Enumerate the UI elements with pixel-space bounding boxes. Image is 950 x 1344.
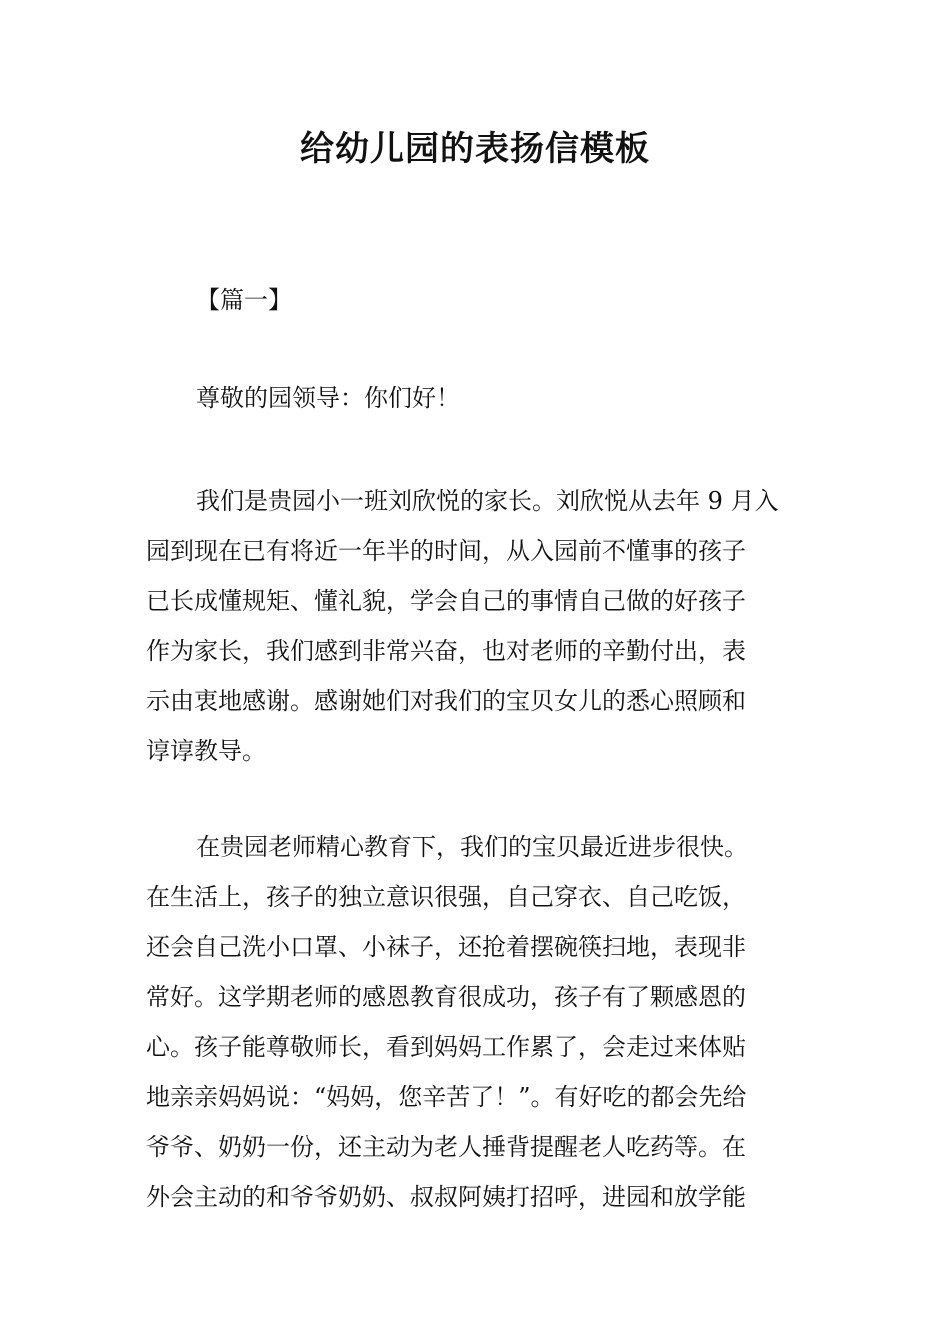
salutation: 尊敬的园领导：你们好！: [196, 384, 460, 412]
paragraph-line: 常好。这学期老师的感恩教育很成功，孩子有了颗感恩的: [146, 983, 746, 1011]
paragraph-line: 已长成懂规矩、懂礼貌，学会自己的事情自己做的好孩子: [146, 587, 746, 615]
paragraph-2: [146, 822, 806, 1222]
paragraph-line: 我们是贵园小一班刘欣悦的家长。刘欣悦从去年 9 月入: [196, 487, 779, 515]
paragraph-line: 园到现在已有将近一年半的时间，从入园前不懂事的孩子: [146, 537, 746, 565]
paragraph-1: [146, 476, 806, 776]
paragraph-line: 地亲亲妈妈说：“妈妈，您辛苦了！”。有好吃的都会先给: [146, 1083, 747, 1111]
paragraph-line: 作为家长，我们感到非常兴奋，也对老师的辛勤付出，表: [146, 637, 746, 665]
paragraph-line: 心。孩子能尊敬师长，看到妈妈工作累了，会走过来体贴: [146, 1033, 746, 1061]
paragraph-line: 外会主动的和爷爷奶奶、叔叔阿姨打招呼，进园和放学能: [146, 1183, 746, 1211]
document-title: 给幼儿园的表扬信模板: [300, 129, 650, 169]
paragraph-line: 谆谆教导。: [146, 737, 266, 765]
paragraph-line: 在生活上，孩子的独立意识很强，自己穿衣、自己吃饭，: [146, 883, 746, 911]
paragraph-line: 在贵园老师精心教育下，我们的宝贝最近进步很快。: [196, 833, 748, 861]
paragraph-line: 还会自己洗小口罩、小袜子，还抢着摆碗筷扫地，表现非: [146, 933, 746, 961]
section-heading: 【篇一】: [196, 286, 292, 314]
paragraph-line: 爷爷、奶奶一份，还主动为老人捶背提醒老人吃药等。在: [146, 1133, 746, 1161]
paragraph-line: 示由衷地感谢。感谢她们对我们的宝贝女儿的悉心照顾和: [146, 687, 746, 715]
